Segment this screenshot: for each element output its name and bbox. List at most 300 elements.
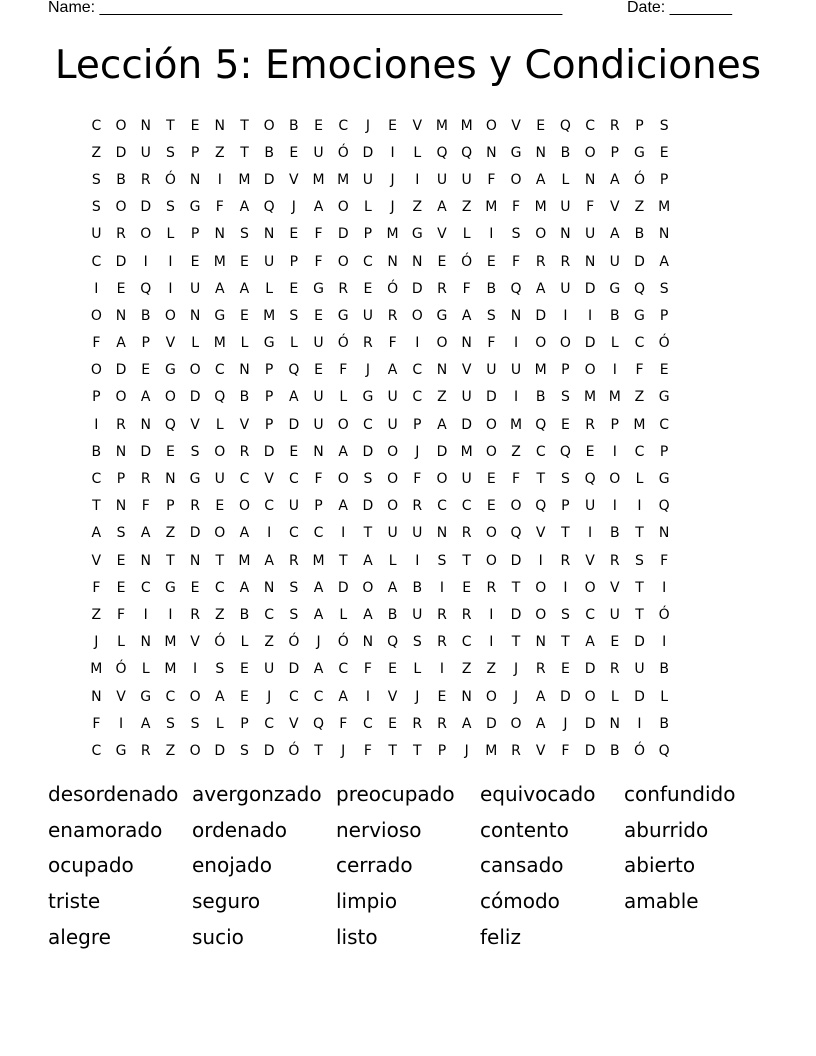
grid-letter: O xyxy=(485,117,497,134)
grid-letter: L xyxy=(240,335,249,352)
grid-letter: F xyxy=(92,579,101,596)
grid-letter: U xyxy=(634,661,645,678)
grid-letter: E xyxy=(560,661,570,678)
grid-letter: V xyxy=(116,688,126,705)
grid-letter: A xyxy=(313,579,324,596)
grid-letter: R xyxy=(511,742,521,759)
grid-letter: S xyxy=(560,389,570,406)
grid-letter: I xyxy=(267,525,272,542)
grid-letter: J xyxy=(291,199,296,216)
grid-letter: L xyxy=(215,715,224,732)
grid-letter: V xyxy=(387,688,398,705)
grid-letter: R xyxy=(609,117,620,134)
grid-letter: M xyxy=(90,661,103,678)
grid-letter: D xyxy=(189,389,201,406)
word-bank xyxy=(48,780,768,958)
grid-letter: E xyxy=(190,579,200,596)
grid-letter: P xyxy=(190,144,200,161)
grid-letter: P xyxy=(141,335,150,352)
grid-letter: C xyxy=(288,688,299,705)
grid-letter: V xyxy=(289,715,299,732)
grid-letter: I xyxy=(168,606,173,623)
grid-letter: N xyxy=(214,117,226,134)
grid-letter: I xyxy=(415,552,420,569)
grid-letter: B xyxy=(239,389,250,406)
grid-letter: V xyxy=(91,552,102,569)
grid-letter: T xyxy=(511,634,521,651)
grid-letter: T xyxy=(363,525,373,542)
grid-letter: T xyxy=(314,742,323,759)
grid-letter: M xyxy=(386,226,399,243)
grid-letter: Ó xyxy=(658,606,670,623)
grid-letter: B xyxy=(659,715,669,732)
grid-letter: G xyxy=(189,199,201,216)
grid-letter: B xyxy=(140,307,151,324)
word-bank-item: seguro xyxy=(192,889,261,914)
grid-letter: S xyxy=(190,443,200,460)
grid-letter: R xyxy=(437,280,447,297)
grid-letter: L xyxy=(141,661,150,678)
grid-letter: A xyxy=(338,498,348,515)
grid-letter: N xyxy=(313,443,324,460)
grid-letter: O xyxy=(90,307,102,324)
grid-letter: R xyxy=(363,335,373,352)
grid-letter: J xyxy=(365,117,370,134)
grid-letter: B xyxy=(535,389,546,406)
grid-letter: R xyxy=(437,715,447,732)
grid-letter: C xyxy=(288,525,299,542)
grid-letter: L xyxy=(635,471,644,488)
grid-letter: G xyxy=(164,362,176,379)
grid-letter: F xyxy=(487,171,496,188)
grid-letter: Q xyxy=(313,715,325,732)
grid-letter: D xyxy=(214,742,226,759)
grid-letter: M xyxy=(312,552,325,569)
grid-letter: B xyxy=(634,226,645,243)
grid-letter: J xyxy=(513,688,519,705)
grid-letter: F xyxy=(339,715,348,732)
grid-letter: A xyxy=(461,715,472,732)
grid-letter: T xyxy=(635,606,644,623)
grid-letter: R xyxy=(486,579,497,596)
grid-letter: F xyxy=(314,253,323,270)
grid-letter: C xyxy=(461,498,472,515)
grid-letter: V xyxy=(289,171,299,188)
grid-letter: B xyxy=(91,443,102,460)
grid-row xyxy=(84,221,732,248)
grid-row xyxy=(84,574,732,601)
grid-row xyxy=(84,493,732,520)
grid-letter: I xyxy=(168,253,173,270)
grid-letter: B xyxy=(264,144,274,161)
grid-letter: F xyxy=(462,280,471,297)
grid-letter: U xyxy=(461,471,472,488)
grid-row xyxy=(84,194,732,221)
grid-letter: G xyxy=(436,307,448,324)
grid-letter: Ó xyxy=(633,742,645,759)
grid-letter: J xyxy=(94,634,99,651)
grid-letter: F xyxy=(512,253,521,270)
word-bank-item: cerrado xyxy=(336,853,413,878)
grid-row xyxy=(84,139,732,166)
grid-letter: R xyxy=(437,634,447,651)
grid-letter: A xyxy=(140,525,151,542)
grid-letter: U xyxy=(461,171,472,188)
grid-letter: N xyxy=(189,171,201,188)
grid-letter: Z xyxy=(486,661,497,678)
grid-letter: N xyxy=(412,253,423,270)
grid-letter: Ó xyxy=(337,144,349,161)
grid-letter: D xyxy=(115,362,127,379)
grid-letter: A xyxy=(239,280,250,297)
grid-letter: G xyxy=(411,226,423,243)
grid-letter: S xyxy=(165,715,175,732)
grid-letter: O xyxy=(485,416,497,433)
grid-letter: T xyxy=(240,117,249,134)
grid-letter: I xyxy=(341,525,346,542)
grid-row xyxy=(84,302,732,329)
grid-letter: O xyxy=(584,144,596,161)
grid-letter: E xyxy=(240,307,249,324)
grid-letter: P xyxy=(413,416,422,433)
grid-letter: R xyxy=(190,606,200,623)
grid-letter: C xyxy=(363,416,373,433)
grid-letter: E xyxy=(437,688,447,705)
grid-letter: D xyxy=(510,606,522,623)
grid-row xyxy=(84,330,732,357)
grid-letter: P xyxy=(659,443,669,460)
grid-letter: N xyxy=(486,144,497,161)
grid-letter: Q xyxy=(559,443,571,460)
grid-letter: A xyxy=(609,226,620,243)
grid-letter: L xyxy=(413,144,422,161)
grid-letter: U xyxy=(560,280,571,297)
grid-letter: C xyxy=(412,362,423,379)
grid-letter: S xyxy=(91,199,101,216)
grid-letter: E xyxy=(314,117,323,134)
grid-letter: A xyxy=(140,389,151,406)
grid-letter: F xyxy=(586,199,595,216)
grid-letter: F xyxy=(215,199,224,216)
grid-letter: Q xyxy=(658,498,670,515)
grid-letter: O xyxy=(115,199,127,216)
grid-row xyxy=(84,248,732,275)
grid-letter: O xyxy=(510,498,522,515)
grid-letter: E xyxy=(289,144,299,161)
grid-row xyxy=(84,465,732,492)
grid-letter: S xyxy=(116,525,126,542)
grid-letter: I xyxy=(365,688,370,705)
word-bank-item: contento xyxy=(480,817,569,842)
grid-letter: Z xyxy=(412,199,423,216)
grid-letter: N xyxy=(263,579,275,596)
grid-letter: D xyxy=(362,144,374,161)
grid-letter: P xyxy=(116,471,126,488)
grid-letter: T xyxy=(413,742,422,759)
grid-letter: S xyxy=(437,552,447,569)
grid-letter: N xyxy=(91,688,102,705)
grid-letter: Q xyxy=(535,498,547,515)
grid-letter: A xyxy=(338,688,348,705)
grid-letter: M xyxy=(485,742,498,759)
grid-letter: N xyxy=(140,117,151,134)
grid-letter: E xyxy=(240,661,249,678)
grid-letter: E xyxy=(289,280,299,297)
grid-letter: I xyxy=(193,661,198,678)
grid-letter: A xyxy=(239,525,250,542)
grid-letter: T xyxy=(388,742,397,759)
grid-letter: R xyxy=(535,253,546,270)
grid-letter: A xyxy=(214,280,225,297)
grid-letter: U xyxy=(362,307,374,324)
grid-letter: S xyxy=(560,471,570,488)
grid-letter: R xyxy=(609,661,620,678)
grid-letter: U xyxy=(461,389,472,406)
grid-letter: L xyxy=(561,171,570,188)
word-bank-item: amable xyxy=(624,889,699,914)
grid-row xyxy=(84,547,732,574)
grid-letter: U xyxy=(560,199,571,216)
grid-letter: Q xyxy=(263,199,275,216)
grid-letter: N xyxy=(510,307,522,324)
grid-letter: O xyxy=(337,253,349,270)
grid-letter: Z xyxy=(461,661,472,678)
grid-letter: C xyxy=(659,416,670,433)
grid-letter: G xyxy=(609,280,621,297)
grid-letter: T xyxy=(511,579,521,596)
grid-letter: N xyxy=(461,688,472,705)
grid-letter: E xyxy=(610,634,620,651)
grid-letter: R xyxy=(387,307,398,324)
grid-letter: Z xyxy=(214,606,225,623)
word-bank-item: ordenado xyxy=(192,817,287,842)
grid-letter: L xyxy=(339,606,348,623)
grid-letter: M xyxy=(584,389,597,406)
grid-letter: M xyxy=(213,335,226,352)
grid-letter: E xyxy=(437,253,447,270)
grid-letter: C xyxy=(264,606,275,623)
grid-letter: O xyxy=(164,389,176,406)
grid-letter: Ó xyxy=(164,171,176,188)
grid-letter: E xyxy=(388,117,398,134)
grid-letter: G xyxy=(658,471,670,488)
grid-letter: E xyxy=(240,688,249,705)
grid-letter: O xyxy=(214,525,226,542)
grid-letter: G xyxy=(634,144,645,161)
grid-letter: A xyxy=(585,634,595,651)
grid-letter: V xyxy=(190,634,200,651)
grid-letter: P xyxy=(610,416,619,433)
grid-letter: N xyxy=(461,335,472,352)
grid-letter: L xyxy=(364,199,372,216)
grid-letter: J xyxy=(267,688,272,705)
word-bank-item: avergonzado xyxy=(192,782,322,806)
grid-letter: C xyxy=(140,579,151,596)
grid-letter: P xyxy=(610,144,619,161)
grid-letter: E xyxy=(486,253,496,270)
grid-letter: O xyxy=(485,688,497,705)
grid-letter: V xyxy=(511,117,521,134)
grid-letter: N xyxy=(140,634,151,651)
grid-letter: U xyxy=(412,525,423,542)
grid-letter: O xyxy=(436,471,448,488)
word-bank-item: cómodo xyxy=(480,889,560,914)
grid-letter: A xyxy=(535,280,546,297)
grid-letter: M xyxy=(509,416,523,433)
grid-letter: Z xyxy=(437,389,447,406)
grid-letter: F xyxy=(635,362,644,379)
grid-letter: I xyxy=(94,280,99,297)
grid-letter: U xyxy=(313,389,324,406)
grid-row xyxy=(84,629,732,656)
grid-letter: C xyxy=(264,498,275,515)
grid-letter: O xyxy=(609,471,621,488)
grid-letter: J xyxy=(415,688,420,705)
grid-letter: I xyxy=(217,171,222,188)
grid-letter: T xyxy=(536,471,545,488)
grid-letter: J xyxy=(563,715,568,732)
grid-letter: I xyxy=(612,498,617,515)
grid-letter: O xyxy=(189,362,201,379)
grid-letter: P xyxy=(240,715,249,732)
grid-letter: S xyxy=(511,226,521,243)
grid-letter: T xyxy=(561,634,570,651)
grid-letter: T xyxy=(561,525,570,542)
grid-letter: Z xyxy=(91,144,102,161)
grid-letter: A xyxy=(239,199,250,216)
grid-letter: D xyxy=(362,498,374,515)
grid-letter: R xyxy=(338,280,349,297)
grid-letter: C xyxy=(634,443,645,460)
grid-letter: F xyxy=(314,471,323,488)
grid-letter: U xyxy=(486,362,497,379)
grid-letter: A xyxy=(387,362,398,379)
grid-letter: U xyxy=(436,171,448,188)
grid-row xyxy=(84,710,732,737)
grid-letter: D xyxy=(584,335,596,352)
grid-letter: D xyxy=(584,715,596,732)
grid-letter: O xyxy=(584,688,596,705)
grid-letter: Ó xyxy=(288,742,300,759)
grid-letter: Q xyxy=(140,280,152,297)
grid-letter: I xyxy=(588,525,593,542)
grid-letter: M xyxy=(534,362,547,379)
grid-letter: O xyxy=(90,362,102,379)
word-bank-item: ocupado xyxy=(48,853,134,878)
grid-row xyxy=(84,275,732,302)
grid-letter: A xyxy=(116,335,126,352)
grid-letter: A xyxy=(437,199,447,216)
grid-letter: N xyxy=(189,552,201,569)
grid-letter: N xyxy=(436,362,448,379)
grid-letter: D xyxy=(634,634,645,651)
grid-letter: S xyxy=(363,471,373,488)
grid-letter: Ó xyxy=(115,661,127,678)
word-bank-item: listo xyxy=(336,924,378,949)
grid-letter: L xyxy=(191,335,199,352)
grid-letter: C xyxy=(165,688,176,705)
grid-letter: I xyxy=(612,362,617,379)
grid-letter: N xyxy=(214,226,226,243)
grid-letter: E xyxy=(116,552,126,569)
grid-letter: N xyxy=(239,362,250,379)
grid-letter: F xyxy=(561,742,570,759)
grid-letter: Z xyxy=(511,443,521,460)
grid-letter: P xyxy=(659,307,669,324)
grid-letter: U xyxy=(288,498,299,515)
grid-letter: Q xyxy=(164,416,176,433)
grid-letter: S xyxy=(91,171,101,188)
grid-letter: C xyxy=(313,688,324,705)
grid-letter: D xyxy=(535,307,547,324)
grid-letter: E xyxy=(462,579,472,596)
grid-letter: O xyxy=(411,307,423,324)
grid-letter: T xyxy=(338,552,348,569)
grid-letter: N xyxy=(387,253,398,270)
grid-letter: F xyxy=(92,715,101,732)
grid-letter: M xyxy=(485,199,498,216)
word-bank-item: enamorado xyxy=(48,817,163,842)
grid-letter: E xyxy=(289,443,299,460)
grid-letter: I xyxy=(563,579,568,596)
grid-letter: U xyxy=(584,226,596,243)
grid-letter: N xyxy=(535,144,546,161)
grid-letter: F xyxy=(512,471,521,488)
grid-letter: V xyxy=(190,416,200,433)
grid-letter: R xyxy=(140,471,151,488)
grid-letter: A xyxy=(535,171,546,188)
grid-letter: I xyxy=(637,498,642,515)
grid-letter: R xyxy=(116,226,126,243)
grid-letter: N xyxy=(362,634,374,651)
grid-letter: D xyxy=(584,661,596,678)
grid-letter: U xyxy=(214,471,225,488)
grid-letter: U xyxy=(609,606,620,623)
grid-letter: S xyxy=(289,307,299,324)
grid-letter: V xyxy=(461,362,472,379)
grid-letter: M xyxy=(164,661,177,678)
grid-letter: G xyxy=(510,144,522,161)
grid-letter: I xyxy=(513,389,519,406)
grid-letter: U xyxy=(387,416,398,433)
grid-letter: D xyxy=(436,443,448,460)
grid-letter: A xyxy=(437,416,447,433)
grid-letter: E xyxy=(314,362,323,379)
grid-letter: P xyxy=(264,362,274,379)
grid-letter: S xyxy=(240,226,249,243)
grid-letter: C xyxy=(91,471,102,488)
grid-letter: M xyxy=(534,199,547,216)
grid-letter: D xyxy=(485,715,497,732)
grid-letter: O xyxy=(535,579,547,596)
grid-letter: F xyxy=(413,471,422,488)
grid-letter: F xyxy=(363,742,372,759)
grid-letter: S xyxy=(635,552,644,569)
grid-letter: R xyxy=(560,253,571,270)
grid-letter: C xyxy=(634,335,645,352)
grid-letter: I xyxy=(612,443,617,460)
grid-letter: C xyxy=(338,661,349,678)
word-bank-item: enojado xyxy=(192,853,272,878)
grid-letter: C xyxy=(585,606,595,623)
grid-letter: O xyxy=(115,117,127,134)
grid-row xyxy=(84,166,732,193)
word-bank-item: nervioso xyxy=(336,817,422,842)
word-search-grid xyxy=(84,112,732,765)
grid-letter: I xyxy=(662,579,667,596)
grid-letter: M xyxy=(337,171,350,188)
grid-letter: A xyxy=(91,525,102,542)
